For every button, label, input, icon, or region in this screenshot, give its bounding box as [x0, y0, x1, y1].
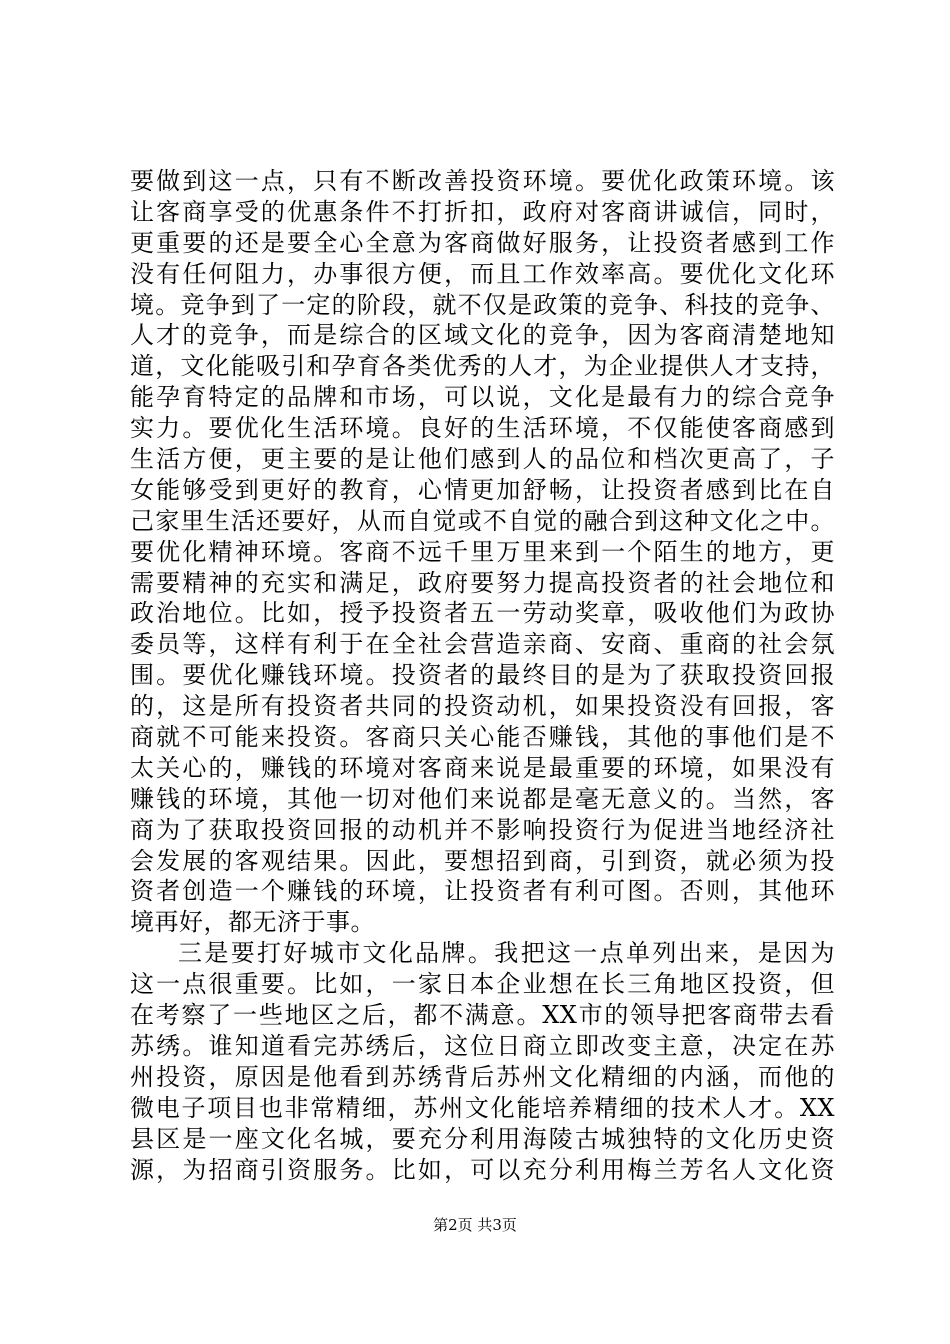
- text-line: 生活方便，更主要的是让他们感到人的品位和档次更高了，子: [130, 445, 835, 474]
- text-line: 能孕育特定的品牌和市场，可以说，文化是最有力的综合竞争: [130, 383, 835, 412]
- text-line: 人才的竞争，而是综合的区域文化的竞争，因为客商清楚地知: [130, 321, 835, 350]
- page-footer: [0, 1215, 950, 1235]
- text-line: 女能够受到更好的教育，心情更加舒畅，让投资者感到比在自: [130, 475, 835, 504]
- text-line: 更重要的还是要全心全意为客商做好服务，让投资者感到工作: [130, 228, 835, 257]
- page-number-label: 第2页 共3页: [433, 1216, 517, 1234]
- text-line: 微电子项目也非常精细，苏州文化能培养精细的技术人才。XX: [130, 1093, 835, 1122]
- text-line: 要做到这一点，只有不断改善投资环境。要优化政策环境。该: [130, 167, 835, 195]
- body-text: [130, 166, 835, 1185]
- text-line: 没有任何阻力，办事很方便，而且工作效率高。要优化文化环: [130, 259, 835, 288]
- text-line: 委员等，这样有利于在全社会营造亲商、安商、重商的社会氛: [130, 630, 835, 659]
- text-line: 资者创造一个赚钱的环境，让投资者有利可图。否则，其他环: [130, 877, 835, 906]
- text-line: 源，为招商引资服务。比如，可以充分利用梅兰芳名人文化资: [130, 1155, 835, 1184]
- text-line: 这一点很重要。比如，一家日本企业想在长三角地区投资，但: [130, 970, 835, 999]
- text-line: 道，文化能吸引和孕育各类优秀的人才，为企业提供人才支持，: [130, 352, 835, 381]
- text-line: 让客商享受的优惠条件不打折扣，政府对客商讲诚信，同时，: [130, 197, 835, 226]
- text-line: 三是要打好城市文化品牌。我把这一点单列出来，是因为: [178, 939, 835, 968]
- text-line: 太关心的，赚钱的环境对客商来说是最重要的环境，如果没有: [130, 753, 835, 782]
- text-line: 实力。要优化生活环境。良好的生活环境，不仅能使客商感到: [130, 414, 835, 443]
- text-line: 商就不可能来投资。客商只关心能否赚钱，其他的事他们是不: [130, 723, 835, 752]
- text-line: 政治地位。比如，授予投资者五一劳动奖章，吸收他们为政协: [130, 599, 835, 628]
- text-line: 境。竞争到了一定的阶段，就不仅是政策的竞争、科技的竞争、: [130, 290, 835, 319]
- text-line: 商为了获取投资回报的动机并不影响投资行为促进当地经济社: [130, 815, 835, 844]
- text-line: 围。要优化赚钱环境。投资者的最终目的是为了获取投资回报: [130, 661, 835, 690]
- text-line: 的，这是所有投资者共同的投资动机，如果投资没有回报，客: [130, 692, 835, 721]
- text-line: 境再好，都无济于事。: [130, 908, 375, 937]
- text-line: 苏绣。谁知道看完苏绣后，这位日商立即改变主意，决定在苏: [130, 1031, 835, 1060]
- text-line: 州投资，原因是他看到苏绣背后苏州文化精细的内涵，而他的: [130, 1062, 835, 1091]
- text-line: 在考察了一些地区之后，都不满意。XX市的领导把客商带去看: [130, 1001, 835, 1030]
- text-line: 赚钱的环境，其他一切对他们来说都是毫无意义的。当然，客: [130, 784, 835, 813]
- text-line: 会发展的客观结果。因此，要想招到商，引到资，就必须为投: [130, 846, 835, 875]
- text-line: 要优化精神环境。客商不远千里万里来到一个陌生的地方，更: [130, 537, 835, 566]
- text-line: 县区是一座文化名城，要充分利用海陵古城独特的文化历史资: [130, 1124, 835, 1153]
- text-line: 需要精神的充实和满足，政府要努力提高投资者的社会地位和: [130, 568, 835, 597]
- text-line: 己家里生活还要好，从而自觉或不自觉的融合到这种文化之中。: [130, 506, 835, 535]
